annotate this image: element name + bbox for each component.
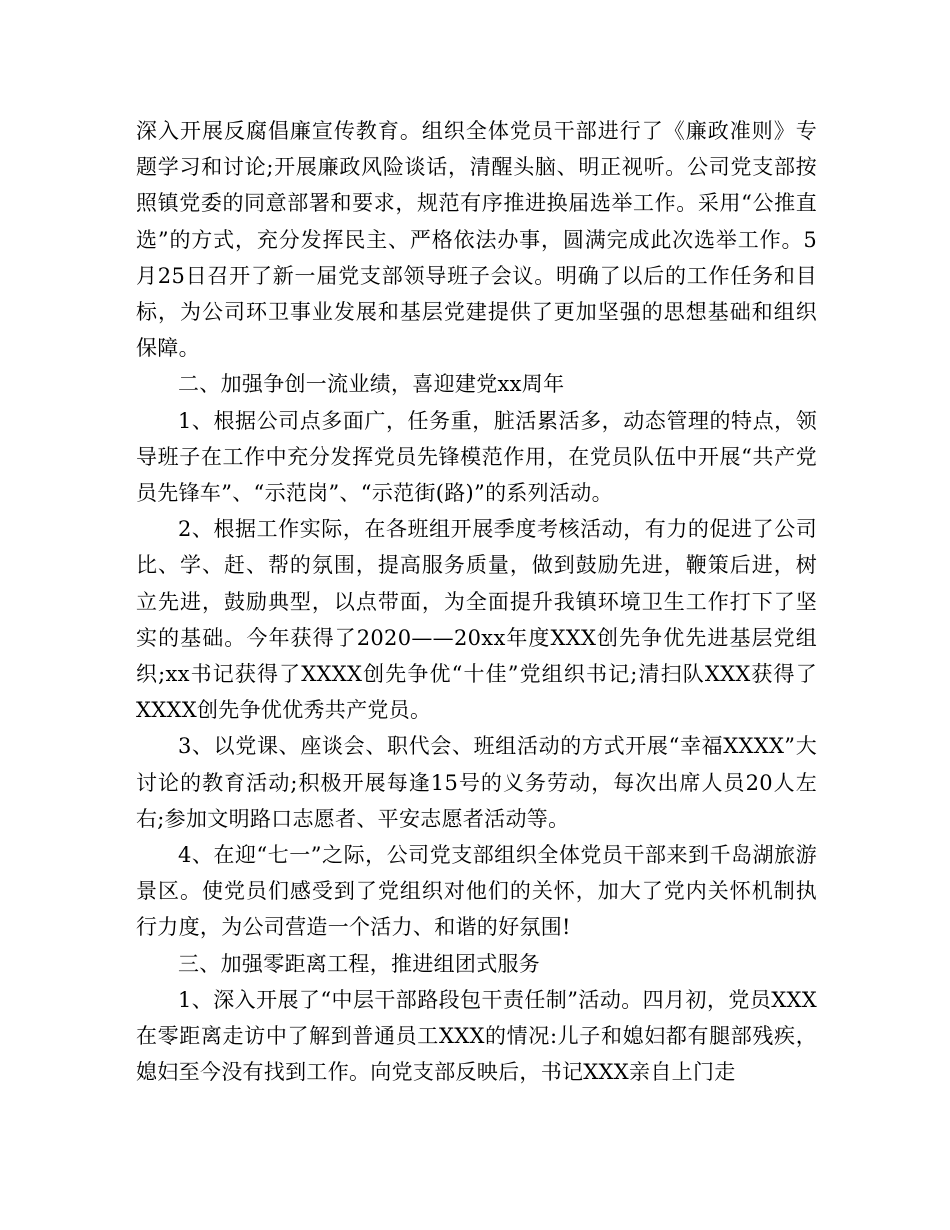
section-heading-2: 二、加强争创一流业绩，喜迎建党xx周年 — [178, 372, 565, 397]
list-item-3-1: 1、深入开展了“中层干部路段包干责任制”活动。四月初，党员XXX在零距离走访中了解到普通员工XXX的情况:儿子和媳妇都有腿部残疾，媳妇至今没有找到工作。向党支部反映后，书记XXX亲自上门走 — [136, 987, 817, 1085]
list-item-2-1: 1、根据公司点多面广，任务重，脏活累活多，动态管理的特点，领导班子在工作中充分发挥党员先锋模范作用，在党员队伍中开展“共产党员先锋车”、“示范岗”、“示范街(路)”的系列活动。 — [136, 408, 817, 506]
section-heading-3: 三、加强零距离工程，推进组团式服务 — [178, 951, 541, 976]
paragraph-continuation: 深入开展反腐倡廉宣传教育。组织全体党员干部进行了《廉政准则》专题学习和讨论;开展廉政风险谈话，清醒头脑、明正视听。公司党支部按照镇党委的同意部署和要求，规范有序推进换届选举工作。采用“公推直选”的方式，充分发挥民主、严格依法办事，圆满完成此次选举工作。5月25日召开了新一届党支部领导班子会议。明确了以后的工作任务和目标，为公司环卫事业发展和基层党建提供了更加坚强的思想基础和组织保障。 — [136, 119, 817, 361]
list-item-2-3: 3、以党课、座谈会、职代会、班组活动的方式开展“幸福XXXX”大讨论的教育活动;积极开展每逢15号的义务劳动，每次出席人员20人左右;参加文明路口志愿者、平安志愿者活动等。 — [136, 734, 817, 831]
list-item-2-2: 2、根据工作实际，在各班组开展季度考核活动，有力的促进了公司比、学、赶、帮的氛围，提高服务质量，做到鼓励先进，鞭策后进，树立先进，鼓励典型，以点带面，为全面提升我镇环境卫生工作打下了坚实的基础。今年获得了2020——20xx年度XXX创先争优先进基层党组织;xx书记获得了XXXX创先争优“十佳”党组织书记;清扫队XXX获得了XXXX创先争优优秀共产党员。 — [136, 517, 817, 723]
list-item-2-4: 4、在迎“七一”之际，公司党支部组织全体党员干部来到千岛湖旅游景区。使党员们感受到了党组织对他们的关怀，加大了党内关怀机制执行力度，为公司营造一个活力、和谐的好氛围! — [136, 843, 817, 940]
